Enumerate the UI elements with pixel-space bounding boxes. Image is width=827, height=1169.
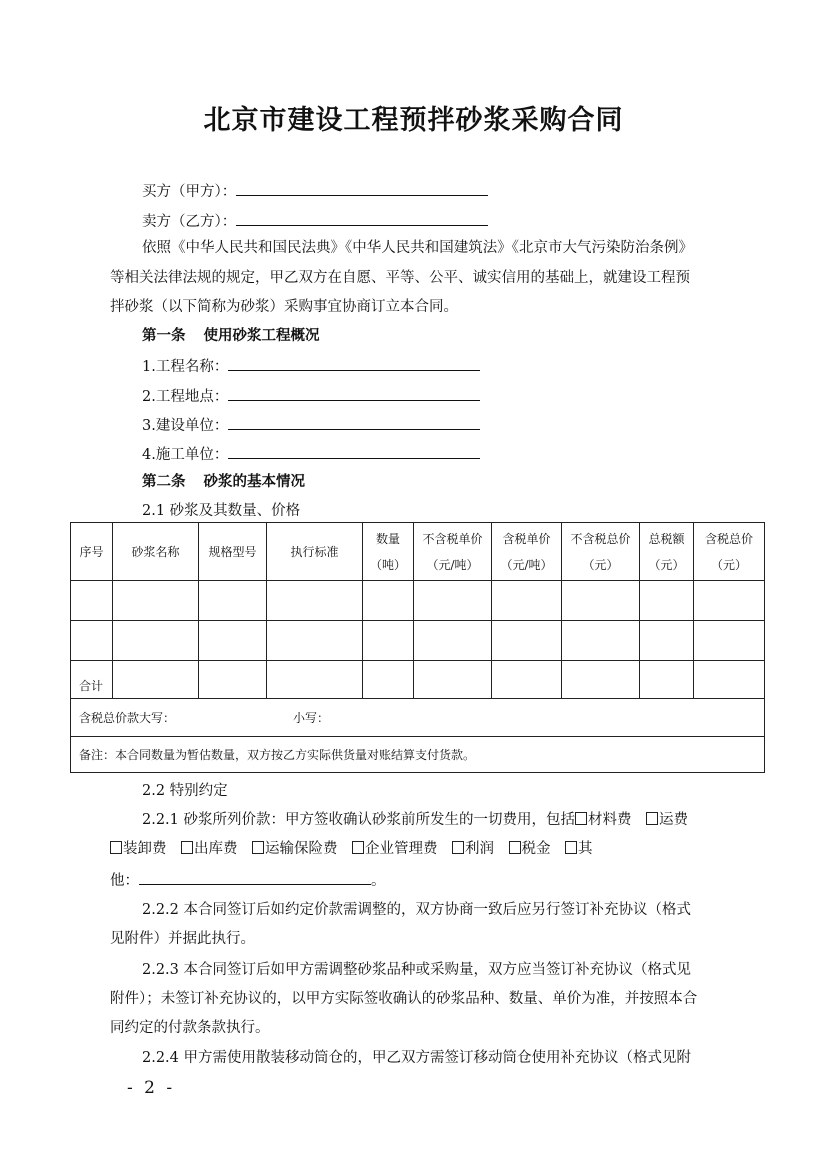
checkbox-tax-label: 税金 (521, 841, 551, 857)
builder-unit-label: 4.施工单位： (142, 447, 229, 463)
intro-line-3: 拌砂浆（以下简称为砂浆）采购事宜协商订立本合同。 (110, 299, 458, 315)
table-cell[interactable] (694, 661, 765, 699)
article-1-title: 使用砂浆工程概况 (203, 327, 320, 344)
other-blank[interactable] (139, 869, 371, 885)
table-cell[interactable] (562, 621, 640, 661)
construction-unit-label: 3.建设单位： (142, 418, 229, 434)
table-cell[interactable] (71, 621, 113, 661)
s221-lead: 2.2.1 砂浆所列价款：甲方签收确认砂浆前所发生的一切费用，包括 (142, 812, 576, 828)
total-lowercase-label: 小写： (293, 711, 330, 725)
buyer-blank[interactable] (236, 180, 488, 196)
header-cell: 序号 (71, 523, 113, 581)
header-cell: 总税额 （元） (640, 523, 694, 581)
checkbox-material-label: 材料费 (588, 812, 632, 828)
table-cell[interactable] (640, 621, 694, 661)
table-cell[interactable] (414, 621, 492, 661)
table-note-row (71, 737, 765, 773)
article-2-title: 砂浆的基本情况 (203, 473, 305, 490)
article-1-number: 第一条 (142, 327, 186, 344)
article-2-heading (142, 472, 305, 492)
checkbox-outbound-label: 出库费 (194, 841, 238, 857)
header-cell: 含税单价 （元/吨） (492, 523, 562, 581)
table-row (71, 621, 765, 661)
mortar-price-table (70, 522, 765, 773)
table-cell[interactable] (113, 581, 199, 621)
table-cell[interactable] (267, 621, 363, 661)
table-cell[interactable] (640, 581, 694, 621)
table-cell[interactable] (492, 661, 562, 699)
table-total-row (71, 699, 765, 737)
table-cell[interactable] (199, 621, 267, 661)
checkbox-management-label: 企业管理费 (365, 841, 438, 857)
s223-line-2: 附件）；未签订补充协议的，以甲方实际签收确认的砂浆品种、数量、单价为准，并按照本合 (110, 991, 698, 1007)
checkbox-profit-label: 利润 (465, 841, 494, 857)
table-cell[interactable] (492, 621, 562, 661)
checkbox-outbound[interactable] (181, 841, 193, 854)
table-row (71, 581, 765, 621)
s221-line-3 (110, 869, 386, 891)
builder-unit-blank[interactable] (228, 443, 480, 459)
checkbox-loading[interactable] (110, 841, 122, 854)
builder-unit-line (142, 443, 480, 465)
table-cell[interactable] (363, 581, 414, 621)
s223-line-1: 2.2.3 本合同签订后如甲方需调整砂浆品种或采购量，双方应当签订补充协议（格式见 (142, 962, 692, 978)
construction-unit-blank[interactable] (228, 414, 480, 430)
page-number: - 2 - (127, 1078, 176, 1098)
table-cell[interactable] (199, 661, 267, 699)
table-cell[interactable] (694, 621, 765, 661)
total-uppercase-label: 含税总价款大写： (79, 711, 176, 725)
header-cell: 规格型号 (199, 523, 267, 581)
seller-line (142, 210, 488, 232)
table-cell[interactable] (414, 661, 492, 699)
table-cell[interactable] (71, 581, 113, 621)
header-cell: 数量 （吨） (363, 523, 414, 581)
table-cell[interactable] (562, 581, 640, 621)
project-name-line (142, 355, 480, 377)
table-cell[interactable] (414, 581, 492, 621)
project-name-label: 1.工程名称： (142, 359, 229, 375)
table-cell[interactable] (199, 581, 267, 621)
header-cell: 不含税总价 （元） (562, 523, 640, 581)
header-cell: 含税总价 （元） (694, 523, 765, 581)
header-cell: 执行标准 (267, 523, 363, 581)
project-location-label: 2.工程地点： (142, 389, 229, 405)
checkbox-freight[interactable] (646, 812, 658, 825)
project-name-blank[interactable] (228, 355, 480, 371)
checkbox-loading-label: 装卸费 (123, 841, 167, 857)
intro-line-2: 等相关法律法规的规定，甲乙双方在自愿、平等、公平、诚实信用的基础上，就建设工程预 (110, 270, 690, 286)
checkbox-profit[interactable] (452, 841, 464, 854)
checkbox-other[interactable] (565, 841, 577, 854)
table-sum-row (71, 661, 765, 699)
other-end: 。 (371, 873, 386, 889)
checkbox-insurance-label: 运输保险费 (265, 841, 338, 857)
section-2-1-heading: 2.1 砂浆及其数量、价格 (142, 503, 301, 519)
s222-line-2: 见附件）并据此执行。 (110, 931, 255, 947)
buyer-label: 买方（甲方）： (142, 184, 237, 200)
table-cell[interactable] (562, 661, 640, 699)
checkbox-management[interactable] (352, 841, 364, 854)
article-1-heading (142, 326, 320, 346)
checkbox-insurance[interactable] (252, 841, 264, 854)
table-header-row (71, 523, 765, 581)
article-2-number: 第二条 (142, 473, 186, 490)
checkbox-material[interactable] (575, 812, 587, 825)
table-cell[interactable] (694, 581, 765, 621)
header-cell: 不含税单价 （元/吨） (414, 523, 492, 581)
table-cell[interactable] (267, 581, 363, 621)
s222-line-1: 2.2.2 本合同签订后如约定价款需调整的，双方协商一致后应另行签订补充协议（格式 (142, 902, 692, 918)
document-title: 北京市建设工程预拌砂浆采购合同 (203, 105, 624, 136)
table-cell[interactable] (363, 621, 414, 661)
other-label: 他： (110, 873, 139, 889)
checkbox-other-label: 其 (578, 841, 593, 857)
s223-line-3: 同约定的付款条款执行。 (110, 1020, 270, 1036)
header-cell: 砂浆名称 (113, 523, 199, 581)
table-cell[interactable] (113, 621, 199, 661)
table-cell[interactable] (267, 661, 363, 699)
buyer-line (142, 180, 488, 202)
checkbox-tax[interactable] (509, 841, 521, 854)
section-2-2-heading: 2.2 特别约定 (142, 783, 228, 799)
construction-unit-line (142, 414, 480, 436)
table-cell[interactable] (640, 661, 694, 699)
seller-label: 卖方（乙方）： (142, 214, 237, 230)
project-location-blank[interactable] (228, 385, 480, 401)
table-note: 备注：本合同数量为暂估数量，双方按乙方实际供货量对账结算支付货款。 (71, 737, 765, 773)
s221-line-2 (110, 839, 593, 859)
total-amount-cell[interactable] (71, 699, 765, 737)
seller-blank[interactable] (236, 210, 488, 226)
checkbox-freight-label: 运费 (659, 812, 689, 828)
s221-line-1 (142, 810, 688, 830)
sum-label: 合计 (71, 661, 113, 699)
table-cell[interactable] (363, 661, 414, 699)
project-location-line (142, 385, 480, 407)
intro-line-1: 依照《中华人民共和国民法典》《中华人民共和国建筑法》《北京市大气污染防治条例》 (142, 240, 693, 256)
s224-line-1: 2.2.4 甲方需使用散装移动筒仓的，甲乙双方需签订移动筒仓使用补充协议（格式见附 (142, 1050, 692, 1066)
table-cell[interactable] (492, 581, 562, 621)
table-cell[interactable] (113, 661, 199, 699)
